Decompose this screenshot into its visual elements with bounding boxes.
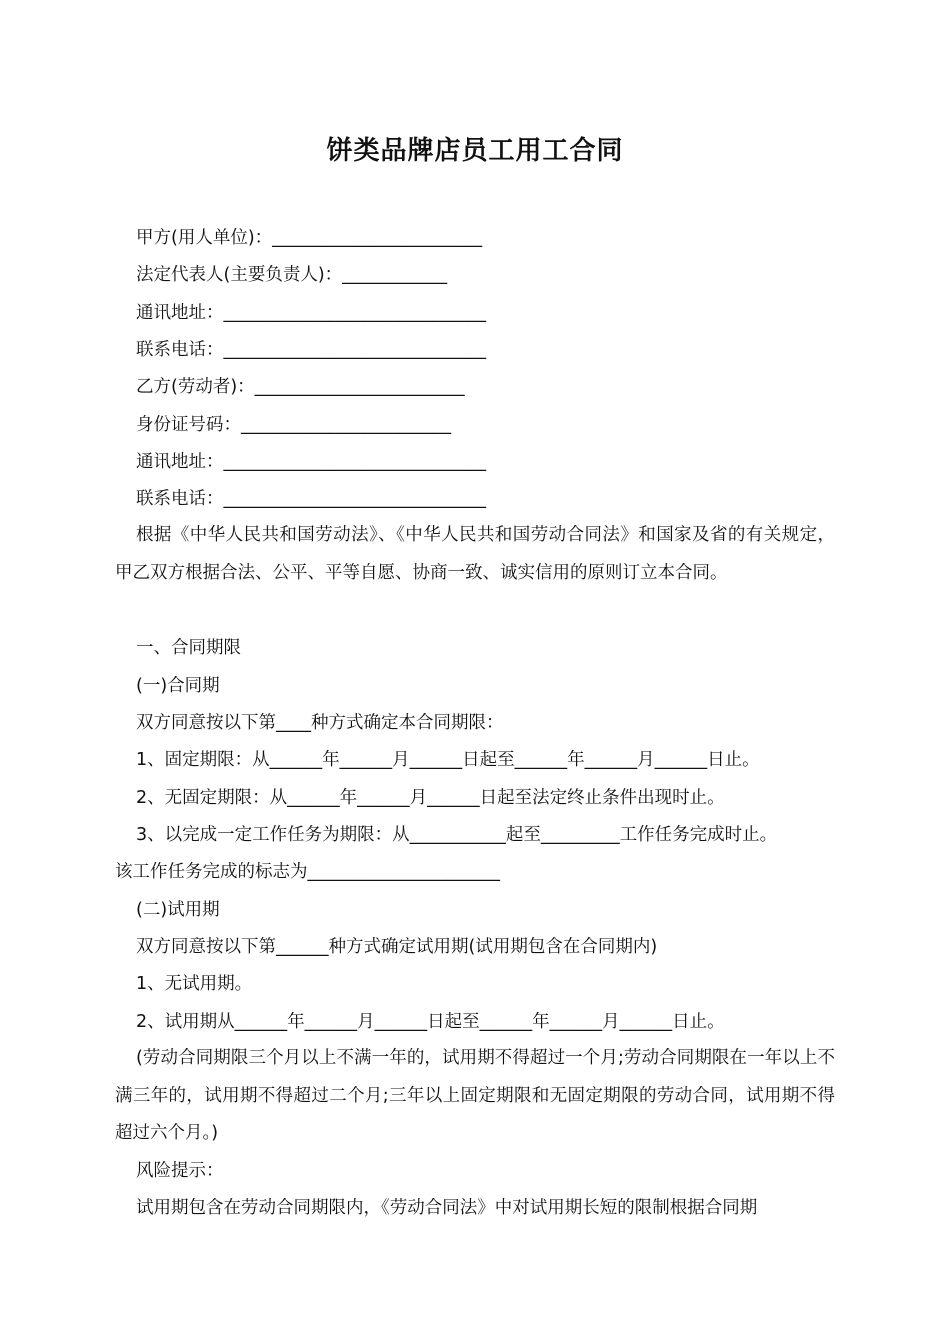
probation-choice-line: 双方同意按以下第______种方式确定试用期(试用期包含在合同期内) xyxy=(136,937,658,957)
id-number-line: 身份证号码：________________________ xyxy=(136,415,451,435)
probation-note-paragraph: (劳动合同期限三个月以上不满一年的，试用期不得超过一个月;劳动合同期限在一年以上不满三年的，试用期不得超过二个月;三年以上固定期限和无固定期限的劳动合同，试用期不得超过六个月。) xyxy=(115,1048,835,1143)
address-b-line: 通讯地址：______________________________ xyxy=(136,452,486,472)
section-heading: 一、合同期限 xyxy=(136,638,241,658)
document-title: 饼类品牌店员工用工合同 xyxy=(326,136,624,166)
term-choice-line: 双方同意按以下第____种方式确定本合同期限： xyxy=(136,713,504,733)
address-a-line: 通讯地址：______________________________ xyxy=(136,303,486,323)
probation-none-line: 1、无试用期。 xyxy=(136,974,253,994)
term-task-line: 3、以完成一定工作任务为期限：从___________起至_________工作任务完成时止。 xyxy=(136,825,778,845)
party-a-line: 甲方(用人单位)：________________________ xyxy=(136,228,483,248)
party-b-line: 乙方(劳动者)：________________________ xyxy=(136,377,465,397)
legal-rep-line: 法定代表人(主要负责人)：____________ xyxy=(136,265,448,285)
risk-text-line: 试用期包含在劳动合同期限内，《劳动合同法》中对试用期长短的限制根据合同期 xyxy=(136,1198,758,1218)
phone-b-line: 联系电话：______________________________ xyxy=(136,489,486,509)
phone-a-line: 联系电话：______________________________ xyxy=(136,340,486,360)
subsection-heading: (一)合同期 xyxy=(136,676,220,696)
task-mark-line: 该工作任务完成的标志为______________________ xyxy=(115,862,500,882)
risk-heading: 风险提示： xyxy=(136,1161,224,1181)
subsection-heading: (二)试用期 xyxy=(136,900,220,920)
term-open-line: 2、无固定期限：从______年______月______日起至法定终止条件出现时止。 xyxy=(136,788,725,808)
term-fixed-line: 1、固定期限：从______年______月______日起至______年______月______日止。 xyxy=(136,750,760,770)
preamble-paragraph: 根据《中华人民共和国劳动法》、《中华人民共和国劳动合同法》和国家及省的有关规定，甲乙双方根据合法、公平、平等自愿、协商一致、诚实信用的原则订立本合同。 xyxy=(115,525,835,583)
probation-period-line: 2、试用期从______年______月______日起至______年______月______日止。 xyxy=(136,1012,725,1032)
